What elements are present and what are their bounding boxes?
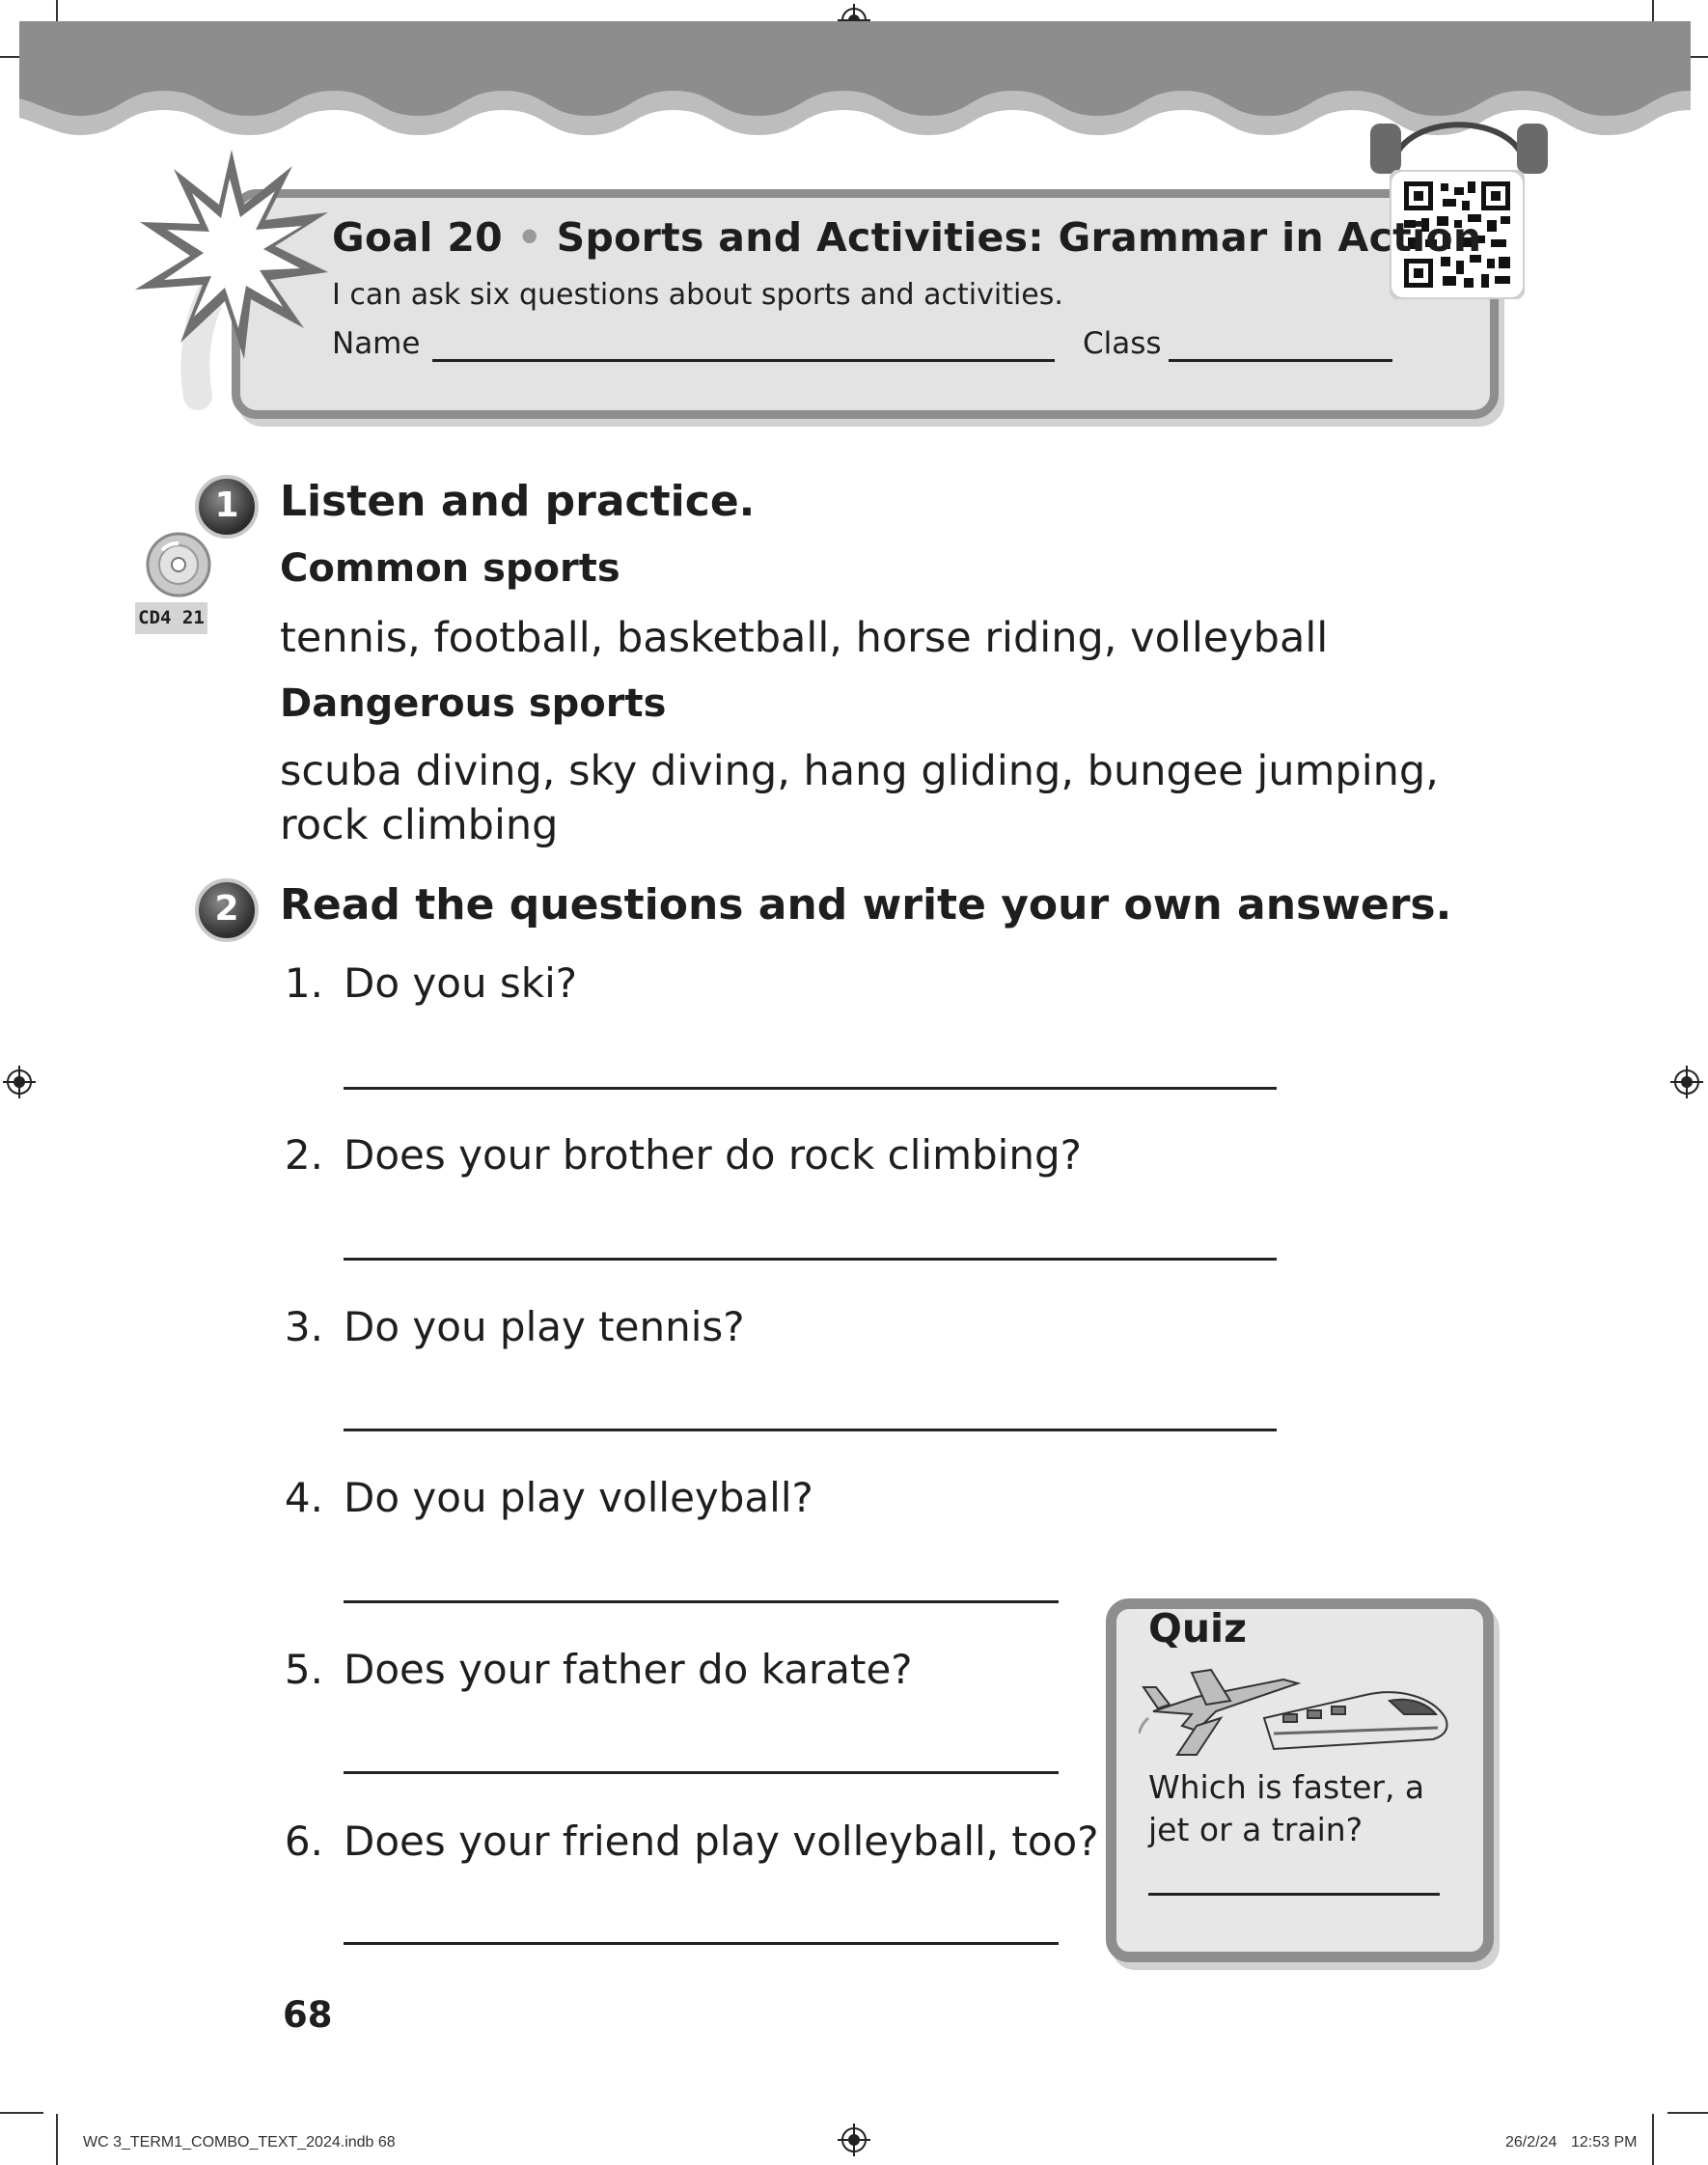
answer-line[interactable] bbox=[344, 1600, 1059, 1603]
quiz-answer-line[interactable] bbox=[1148, 1893, 1440, 1896]
question-text: Does your friend play volleyball, too? bbox=[344, 1818, 1099, 1865]
question-number: 3. bbox=[284, 1303, 323, 1350]
page-number: 68 bbox=[283, 1994, 333, 2036]
class-field[interactable] bbox=[1169, 359, 1392, 362]
quiz-title: Quiz bbox=[1148, 1605, 1247, 1652]
question-text: Do you play volleyball? bbox=[344, 1474, 813, 1521]
question-number: 1. bbox=[284, 959, 323, 1007]
class-label: Class bbox=[1083, 326, 1162, 361]
question-number: 6. bbox=[284, 1818, 323, 1865]
dangerous-sports-heading: Dangerous sports bbox=[280, 681, 667, 726]
answer-line[interactable] bbox=[344, 1771, 1059, 1774]
question-text: Does your brother do rock climbing? bbox=[344, 1131, 1082, 1179]
title-separator: • bbox=[516, 214, 543, 261]
exercise-number-badge: 1 bbox=[195, 475, 259, 539]
common-sports-list: tennis, football, basketball, horse riding, volleyball bbox=[280, 614, 1329, 662]
question-text: Do you play tennis? bbox=[344, 1303, 745, 1350]
question-text: Do you ski? bbox=[344, 959, 578, 1007]
question-text: Does your father do karate? bbox=[344, 1646, 913, 1693]
question-number: 5. bbox=[284, 1646, 323, 1693]
crop-mark bbox=[0, 2112, 43, 2114]
can-do-statement: I can ask six questions about sports and activities. bbox=[332, 278, 1063, 312]
dangerous-sports-list-line-2: rock climbing bbox=[280, 801, 559, 849]
question-number: 4. bbox=[284, 1474, 323, 1521]
star-burst-icon bbox=[130, 145, 333, 444]
footer-time: 12:53 PM bbox=[1571, 2134, 1638, 2151]
crop-mark bbox=[56, 2114, 58, 2165]
common-sports-heading: Common sports bbox=[280, 546, 620, 591]
cd-icon bbox=[145, 531, 212, 598]
answer-line[interactable] bbox=[344, 1429, 1277, 1431]
exercise-1-heading: Listen and practice. bbox=[280, 477, 756, 526]
footer-file-info: WC 3_TERM1_COMBO_TEXT_2024.indb 68 bbox=[83, 2134, 396, 2151]
crop-mark bbox=[1667, 2112, 1708, 2114]
footer-date: 26/2/24 bbox=[1505, 2134, 1557, 2151]
answer-line[interactable] bbox=[344, 1087, 1277, 1090]
goal-label: Goal 20 bbox=[332, 214, 503, 261]
name-label: Name bbox=[332, 326, 421, 361]
registration-mark-icon bbox=[1670, 1066, 1703, 1098]
answer-line[interactable] bbox=[344, 1258, 1277, 1261]
registration-mark-icon bbox=[838, 2123, 870, 2156]
registration-mark-icon bbox=[3, 1066, 36, 1098]
name-field[interactable] bbox=[432, 359, 1055, 362]
quiz-question: Which is faster, a jet or a train? bbox=[1148, 1768, 1425, 1848]
answer-line[interactable] bbox=[344, 1942, 1059, 1945]
exercise-number-badge: 2 bbox=[195, 878, 259, 942]
jet-and-train-icon bbox=[1139, 1658, 1452, 1764]
goal-title: Sports and Activities: Grammar in Action bbox=[556, 214, 1482, 261]
cd-track-label: CD4 21 bbox=[135, 602, 207, 634]
exercise-2-heading: Read the questions and write your own answers. bbox=[280, 880, 1452, 930]
question-number: 2. bbox=[284, 1131, 323, 1179]
dangerous-sports-list-line-1: scuba diving, sky diving, hang gliding, bungee jumping, bbox=[280, 747, 1439, 795]
crop-mark bbox=[1652, 2114, 1654, 2165]
page-title bbox=[332, 214, 1481, 261]
